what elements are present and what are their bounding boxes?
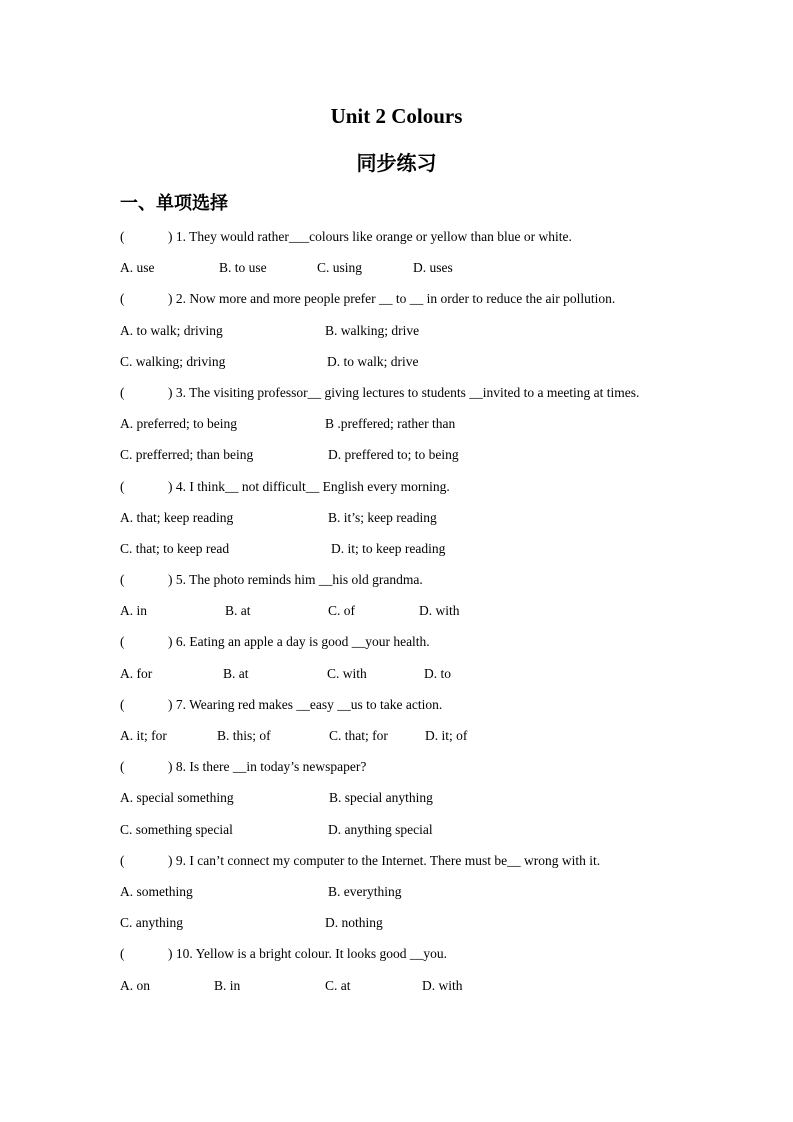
- question-6: [120, 631, 680, 662]
- answer-blank: (: [120, 478, 125, 494]
- answer-blank: (: [120, 291, 125, 307]
- answer-blank: (: [120, 852, 125, 868]
- options-row: [120, 819, 680, 850]
- answer-blank: (: [120, 229, 125, 244]
- option-b: B .preffered; rather than: [325, 416, 456, 432]
- question-text: ) 2. Now more and more people prefer __ to __ in order to reduce the air pollution.: [168, 291, 616, 307]
- question-text: ) 6. Eating an apple a day is good __your health.: [168, 634, 430, 650]
- question-4: [120, 476, 680, 507]
- option-b: B. everything: [328, 883, 402, 899]
- question-5: [120, 569, 680, 600]
- option-c: C. using: [317, 260, 363, 276]
- option-d: D. nothing: [325, 915, 383, 931]
- option-c: C. that; for: [329, 728, 388, 743]
- question-1: [120, 226, 680, 257]
- section-heading: 一、单项选择: [120, 193, 228, 214]
- option-b: B. to use: [219, 260, 267, 276]
- question-9: [120, 850, 680, 881]
- question-text: ) 8. Is there __in today’s newspaper?: [168, 759, 367, 775]
- option-b: B. this; of: [217, 728, 271, 743]
- options-row: [120, 320, 680, 351]
- page-title: Unit 2 Colours: [330, 104, 463, 128]
- option-c: C. with: [327, 665, 367, 681]
- option-b: B. in: [214, 977, 241, 993]
- option-b: B. special anything: [329, 790, 433, 806]
- question-7: [120, 694, 680, 725]
- answer-blank: (: [120, 946, 125, 962]
- answer-blank: (: [120, 759, 125, 775]
- option-a: A. preferred; to being: [120, 416, 237, 432]
- question-text: ) 10. Yellow is a bright colour. It looks good __you.: [168, 946, 447, 962]
- question-3: [120, 382, 680, 413]
- option-d: D. with: [422, 977, 463, 993]
- option-b: B. it’s; keep reading: [328, 509, 437, 525]
- option-a: A. use: [120, 260, 155, 276]
- option-d: D. to: [424, 665, 451, 681]
- option-c: C. anything: [120, 915, 183, 931]
- option-c: C. that; to keep read: [120, 540, 230, 556]
- option-a: A. special something: [120, 790, 234, 806]
- question-text: ) 3. The visiting professor__ giving lectures to students __invited to a meeting at times.: [168, 384, 640, 400]
- option-a: A. in: [120, 603, 147, 619]
- question-text: ) 7. Wearing red makes __easy __us to take action.: [168, 696, 443, 712]
- options-row: [120, 444, 680, 475]
- option-b: B. at: [223, 665, 249, 681]
- question-text: ) 5. The photo reminds him __his old grandma.: [168, 572, 423, 588]
- option-c: C. prefferred; than being: [120, 447, 254, 463]
- answer-blank: (: [120, 384, 125, 400]
- option-a: A. for: [120, 665, 153, 681]
- options-row: [120, 725, 680, 756]
- options-row: [120, 912, 680, 943]
- question-8: [120, 756, 680, 787]
- question-text: ) 9. I can’t connect my computer to the Internet. There must be__ wrong with it.: [168, 852, 601, 868]
- question-2: [120, 288, 680, 319]
- answer-blank: (: [120, 572, 125, 588]
- option-d: D. to walk; drive: [327, 353, 419, 369]
- option-b: B. at: [225, 603, 251, 619]
- question-list: [120, 226, 680, 1006]
- options-row: [120, 975, 680, 1006]
- option-c: C. walking; driving: [120, 353, 226, 369]
- options-row: [120, 351, 680, 382]
- options-row: [120, 787, 680, 818]
- option-d: D. with: [419, 603, 460, 619]
- question-10: [120, 943, 680, 974]
- options-row: [120, 507, 680, 538]
- option-d: D. it; of: [425, 728, 468, 743]
- option-a: A. to walk; driving: [120, 322, 223, 338]
- option-d: D. uses: [413, 260, 453, 276]
- question-text: ) 4. I think__ not difficult__ English every morning.: [168, 478, 450, 494]
- question-text: ) 1. They would rather___colours like orange or yellow than blue or white.: [168, 229, 572, 244]
- options-row: [120, 413, 680, 444]
- options-row: [120, 600, 680, 631]
- option-b: B. walking; drive: [325, 322, 420, 338]
- options-row: [120, 881, 680, 912]
- options-row: [120, 257, 680, 288]
- option-d: D. anything special: [328, 821, 433, 837]
- options-row: [120, 538, 680, 569]
- option-c: C. at: [325, 977, 351, 993]
- option-a: A. on: [120, 977, 150, 993]
- option-a: A. that; keep reading: [120, 509, 234, 525]
- answer-blank: (: [120, 696, 125, 712]
- option-a: A. it; for: [120, 728, 167, 743]
- option-c: C. of: [328, 603, 355, 619]
- answer-blank: (: [120, 634, 125, 650]
- option-d: D. it; to keep reading: [331, 540, 446, 556]
- option-d: D. preffered to; to being: [328, 447, 459, 463]
- option-a: A. something: [120, 883, 193, 899]
- options-row: [120, 663, 680, 694]
- option-c: C. something special: [120, 821, 233, 837]
- page-subtitle: 同步练习: [356, 151, 437, 175]
